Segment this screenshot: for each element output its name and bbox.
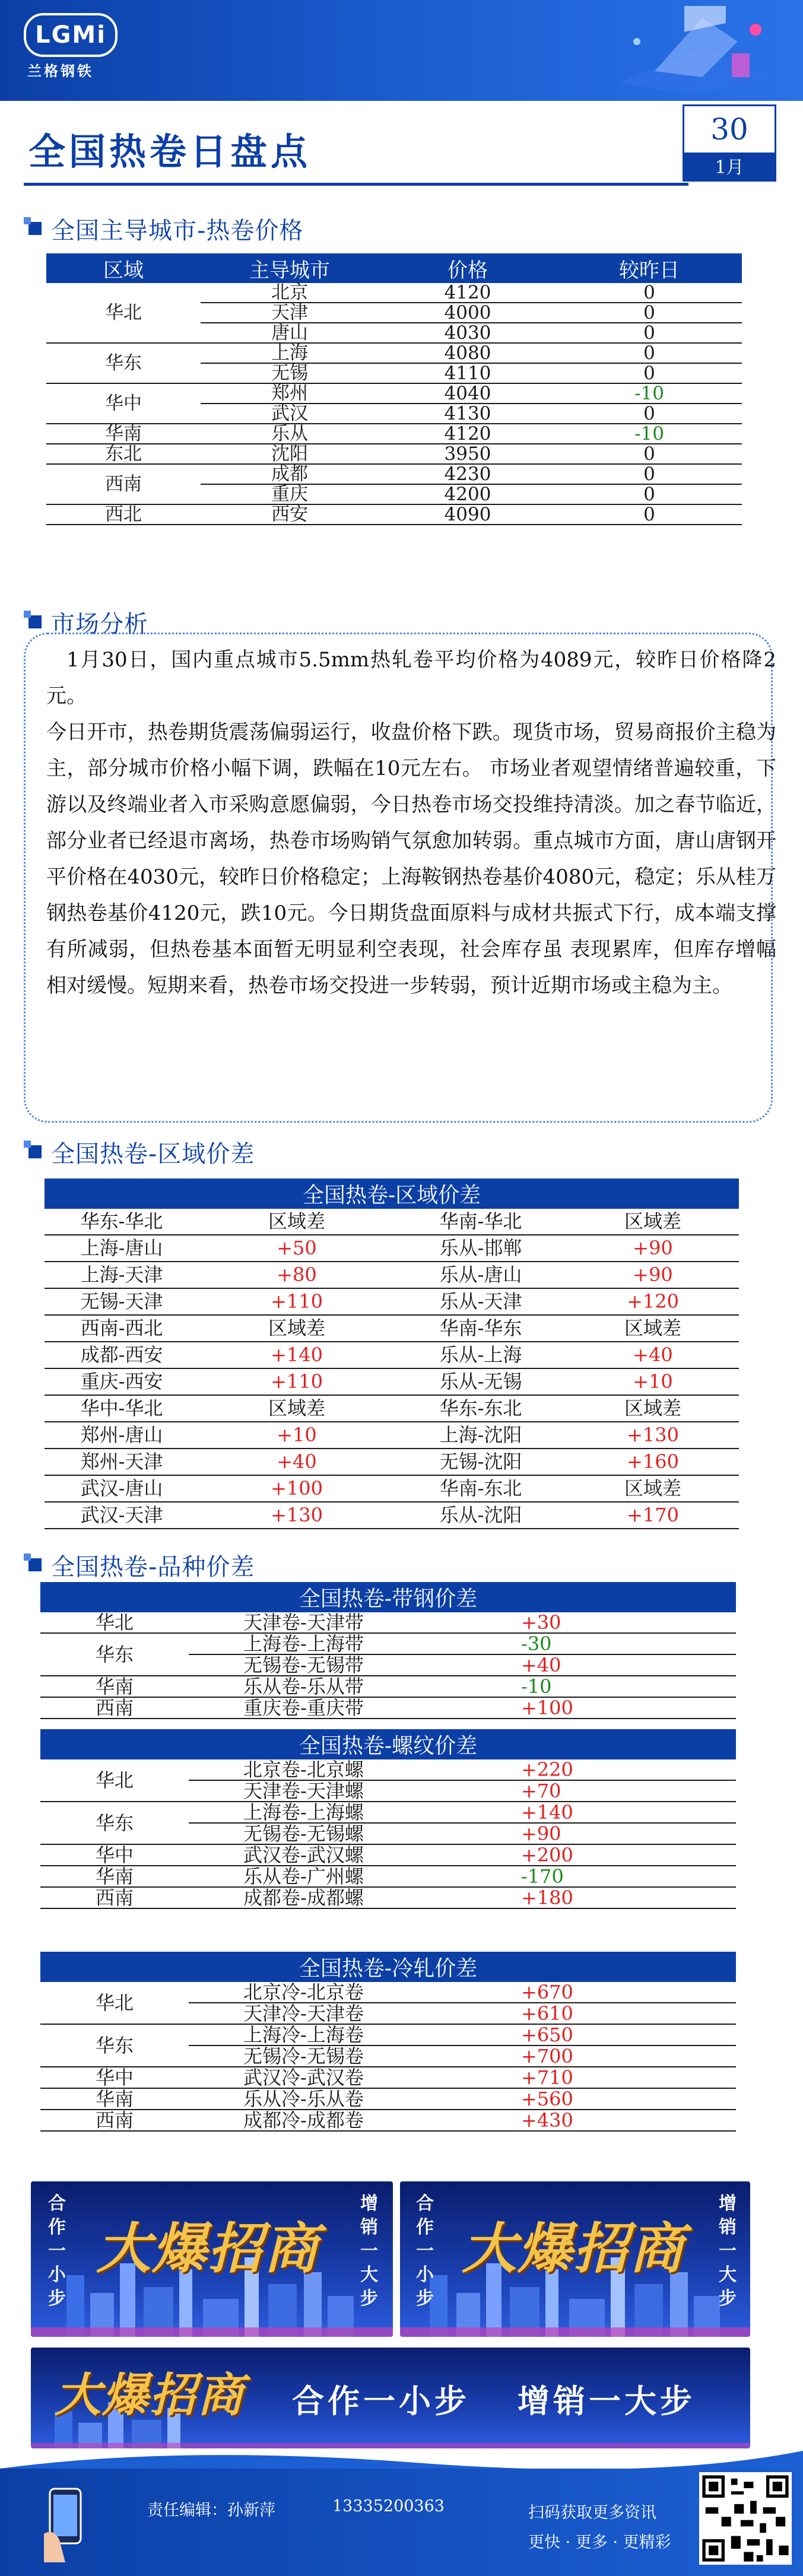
region-cell: 华中 bbox=[46, 383, 201, 424]
spread-cell: +700 bbox=[485, 2045, 736, 2067]
pair-cell: 华东-华北 bbox=[45, 1209, 199, 1235]
pair-cell: 西南-西北 bbox=[45, 1315, 199, 1342]
pair-cell: 成都冷-成都卷 bbox=[189, 2110, 485, 2131]
city-cell: 沈阳 bbox=[201, 444, 379, 464]
table-title: 全国热卷-螺纹价差 bbox=[40, 1729, 736, 1759]
tech-illustration bbox=[583, 6, 779, 95]
spread-cell: +100 bbox=[199, 1475, 395, 1502]
spread-cell: 区域差 bbox=[199, 1395, 395, 1422]
pair-cell: 武汉冷-武汉卷 bbox=[189, 2067, 485, 2088]
table-row bbox=[40, 1866, 736, 1887]
city-cell: 西安 bbox=[201, 504, 379, 525]
variety-table bbox=[40, 1582, 736, 1719]
spread-cell: +40 bbox=[199, 1449, 395, 1475]
spread-cell: +130 bbox=[567, 1422, 739, 1449]
region-cell: 华南 bbox=[40, 1866, 189, 1887]
pair-cell: 乐从-唐山 bbox=[395, 1262, 567, 1288]
change-cell: 0 bbox=[557, 343, 742, 363]
banner-headline: 大爆招商 bbox=[55, 2368, 245, 2422]
banner-slogan-left: 合作一小步 bbox=[292, 2383, 470, 2420]
city-cell: 武汉 bbox=[201, 404, 379, 424]
region-cell: 华东 bbox=[40, 1802, 189, 1844]
change-cell: -10 bbox=[557, 424, 742, 444]
spread-cell: +180 bbox=[485, 1887, 736, 1908]
change-cell: 0 bbox=[557, 283, 742, 303]
spread-cell: +30 bbox=[485, 1612, 736, 1633]
spread-cell: +110 bbox=[199, 1288, 395, 1315]
pair-cell: 成都-西安 bbox=[45, 1342, 199, 1368]
price-cell: 4110 bbox=[379, 363, 557, 383]
price-cell: 4120 bbox=[379, 283, 557, 303]
column-header: 较昨日 bbox=[557, 253, 742, 283]
price-cell: 4130 bbox=[379, 404, 557, 424]
spread-cell: +560 bbox=[485, 2088, 736, 2110]
region-cell: 华南 bbox=[46, 424, 201, 444]
date-day: 30 bbox=[683, 104, 776, 154]
brand-name: 兰格钢铁 bbox=[27, 62, 94, 80]
spread-cell: +110 bbox=[199, 1368, 395, 1395]
region-section-heading bbox=[28, 1137, 255, 1167]
pair-cell: 无锡-天津 bbox=[45, 1288, 199, 1315]
pair-cell: 上海冷-上海卷 bbox=[189, 2024, 485, 2045]
region-cell: 华北 bbox=[40, 1612, 189, 1633]
section-square-icon bbox=[28, 1145, 42, 1158]
table-header-row bbox=[46, 253, 742, 283]
banner-side-text-right: 增 销 一 大 步 bbox=[719, 2193, 737, 2309]
pair-cell: 重庆卷-重庆带 bbox=[189, 1697, 485, 1719]
section-title: 全国热卷-区域价差 bbox=[51, 1140, 255, 1168]
price-cell: 4230 bbox=[379, 464, 557, 484]
scan-hint: 扫码获取更多资讯 bbox=[528, 2504, 656, 2522]
section-title: 全国主导城市-热卷价格 bbox=[51, 217, 304, 244]
pair-cell: 乐从-无锡 bbox=[395, 1368, 567, 1395]
phone-hand-icon bbox=[42, 2486, 89, 2564]
city-cell: 重庆 bbox=[201, 484, 379, 504]
spread-cell: +90 bbox=[485, 1823, 736, 1844]
city-cell: 唐山 bbox=[201, 323, 379, 343]
region-cell: 华北 bbox=[46, 283, 201, 343]
city-cell: 天津 bbox=[201, 303, 379, 323]
pair-cell: 天津卷-天津螺 bbox=[189, 1780, 485, 1802]
analysis-paragraph: 1月30日，国内重点城市5.5mm热轧卷平均价格为4089元，较昨日价格降2元。 bbox=[46, 648, 776, 708]
spread-cell: +650 bbox=[485, 2024, 736, 2045]
price-section-heading bbox=[28, 214, 303, 243]
pair-cell: 上海-沈阳 bbox=[395, 1422, 567, 1449]
logo-mark: LGMi bbox=[24, 13, 118, 57]
price-cell: 4000 bbox=[379, 303, 557, 323]
qr-code[interactable] bbox=[699, 2472, 792, 2565]
change-cell: 0 bbox=[557, 323, 742, 343]
table-row bbox=[40, 1982, 736, 2003]
table-row bbox=[40, 2088, 736, 2110]
city-cell: 上海 bbox=[201, 343, 379, 363]
price-cell: 4030 bbox=[379, 323, 557, 343]
table-title: 全国热卷-冷轧价差 bbox=[40, 1952, 736, 1982]
table-row bbox=[46, 444, 742, 464]
pair-cell: 武汉-天津 bbox=[45, 1502, 199, 1529]
spread-cell: +80 bbox=[199, 1262, 395, 1288]
editor-credit: 责任编辑：孙新萍 bbox=[147, 2501, 275, 2520]
table-row bbox=[40, 1612, 736, 1633]
banner-headline: 大爆招商 bbox=[462, 2216, 685, 2280]
banner-side-text-left: 合 作 一 小 步 bbox=[48, 2193, 66, 2309]
table-row bbox=[45, 1449, 739, 1475]
table-header-row bbox=[40, 1582, 736, 1612]
column-header: 区域 bbox=[46, 253, 201, 283]
price-cell: 4080 bbox=[379, 343, 557, 363]
variety-table bbox=[40, 1729, 736, 1909]
pair-cell: 上海卷-上海带 bbox=[189, 1633, 485, 1654]
pair-cell: 华南-东北 bbox=[395, 1475, 567, 1502]
change-cell: 0 bbox=[557, 404, 742, 424]
region-cell: 华中 bbox=[40, 2067, 189, 2088]
region-cell: 西南 bbox=[40, 2110, 189, 2131]
table-row bbox=[40, 2110, 736, 2131]
spread-cell: +220 bbox=[485, 1759, 736, 1780]
section-title: 全国热卷-品种价差 bbox=[51, 1553, 255, 1581]
section-title: 市场分析 bbox=[51, 610, 148, 638]
spread-cell: +70 bbox=[485, 1780, 736, 1802]
table-row bbox=[45, 1502, 739, 1529]
banner-side-text-left: 合 作 一 小 步 bbox=[416, 2193, 434, 2309]
spread-cell: +130 bbox=[199, 1502, 395, 1529]
city-cell: 成都 bbox=[201, 464, 379, 484]
city-cell: 北京 bbox=[201, 283, 379, 303]
city-cell: 郑州 bbox=[201, 383, 379, 404]
pair-cell: 华南-华北 bbox=[395, 1209, 567, 1235]
region-cell: 西南 bbox=[40, 1887, 189, 1908]
region-cell: 华南 bbox=[40, 1676, 189, 1697]
pair-cell: 重庆-西安 bbox=[45, 1368, 199, 1395]
table-title: 全国热卷-区域价差 bbox=[45, 1179, 739, 1209]
spread-cell: 区域差 bbox=[567, 1315, 739, 1342]
table-row bbox=[46, 464, 742, 484]
region-cell: 华北 bbox=[40, 1759, 189, 1802]
region-cell: 华东 bbox=[40, 2024, 189, 2067]
pair-cell: 天津冷-天津卷 bbox=[189, 2003, 485, 2024]
table-row bbox=[40, 2067, 736, 2088]
spread-cell: +120 bbox=[567, 1288, 739, 1315]
spread-cell: +40 bbox=[567, 1342, 739, 1368]
table-row bbox=[45, 1288, 739, 1315]
region-cell: 华东 bbox=[46, 343, 201, 383]
column-header: 主导城市 bbox=[201, 253, 379, 283]
pair-cell: 华南-华东 bbox=[395, 1315, 567, 1342]
region-cell: 华东 bbox=[40, 1633, 189, 1676]
region-cell: 西南 bbox=[46, 464, 201, 504]
price-cell: 4120 bbox=[379, 424, 557, 444]
section-square-icon bbox=[28, 222, 42, 235]
change-cell: 0 bbox=[557, 464, 742, 484]
pair-cell: 乐从-邯郸 bbox=[395, 1235, 567, 1262]
spread-cell: +10 bbox=[199, 1422, 395, 1449]
pair-cell: 华东-东北 bbox=[395, 1395, 567, 1422]
table-row bbox=[40, 1633, 736, 1654]
change-cell: 0 bbox=[557, 484, 742, 504]
region-cell: 东北 bbox=[46, 444, 201, 464]
spread-cell: +90 bbox=[567, 1262, 739, 1288]
table-row bbox=[45, 1475, 739, 1502]
pair-cell: 乐从-沈阳 bbox=[395, 1502, 567, 1529]
spread-cell: +40 bbox=[485, 1654, 736, 1676]
table-row bbox=[40, 2024, 736, 2045]
spread-cell: +140 bbox=[485, 1802, 736, 1823]
table-row bbox=[46, 424, 742, 444]
pair-cell: 武汉卷-武汉螺 bbox=[189, 1844, 485, 1866]
table-title: 全国热卷-带钢价差 bbox=[40, 1582, 736, 1612]
region-cell: 华北 bbox=[40, 1982, 189, 2024]
spread-cell: +430 bbox=[485, 2110, 736, 2131]
spread-cell: +100 bbox=[485, 1697, 736, 1719]
pair-cell: 乐从-天津 bbox=[395, 1288, 567, 1315]
spread-cell: +200 bbox=[485, 1844, 736, 1866]
variety-table bbox=[40, 1952, 736, 2132]
footer-slogan: 更快 · 更多 · 更精彩 bbox=[528, 2533, 671, 2552]
table-row bbox=[40, 1697, 736, 1719]
date-month: 1月 bbox=[683, 154, 776, 182]
table-header-row bbox=[40, 1952, 736, 1982]
title-underline bbox=[24, 183, 688, 186]
date-badge bbox=[683, 104, 775, 183]
pair-cell: 华中-华北 bbox=[45, 1395, 199, 1422]
table-row bbox=[45, 1395, 739, 1422]
table-row bbox=[45, 1422, 739, 1449]
spread-cell: +50 bbox=[199, 1235, 395, 1262]
pair-cell: 郑州-唐山 bbox=[45, 1422, 199, 1449]
table-row bbox=[40, 1887, 736, 1908]
change-cell: -10 bbox=[557, 383, 742, 404]
table-row bbox=[45, 1235, 739, 1262]
region-spread-table bbox=[45, 1179, 739, 1529]
price-cell: 4040 bbox=[379, 383, 557, 404]
banner-side-text-right: 增 销 一 大 步 bbox=[360, 2193, 378, 2309]
spread-cell: +670 bbox=[485, 1982, 736, 2003]
change-cell: 0 bbox=[557, 363, 742, 383]
table-row bbox=[40, 1844, 736, 1866]
promo-banner-right[interactable] bbox=[400, 2181, 750, 2337]
region-cell: 华南 bbox=[40, 2088, 189, 2110]
table-row bbox=[46, 383, 742, 404]
pair-cell: 无锡卷-无锡带 bbox=[189, 1654, 485, 1676]
promo-banner-wide[interactable] bbox=[31, 2348, 750, 2448]
pair-cell: 上海-天津 bbox=[45, 1262, 199, 1288]
banner-headline: 大爆招商 bbox=[96, 2216, 320, 2280]
spread-cell: 区域差 bbox=[199, 1209, 395, 1235]
spread-cell: 区域差 bbox=[567, 1475, 739, 1502]
city-cell: 乐从 bbox=[201, 424, 379, 444]
table-row bbox=[40, 1802, 736, 1823]
pair-cell: 北京冷-北京卷 bbox=[189, 1982, 485, 2003]
table-row bbox=[40, 1759, 736, 1780]
price-table bbox=[46, 253, 742, 525]
pair-cell: 上海-唐山 bbox=[45, 1235, 199, 1262]
spread-cell: +610 bbox=[485, 2003, 736, 2024]
spread-cell: -170 bbox=[485, 1866, 736, 1887]
table-row bbox=[45, 1368, 739, 1395]
price-cell: 4090 bbox=[379, 504, 557, 525]
pair-cell: 无锡-沈阳 bbox=[395, 1449, 567, 1475]
change-cell: 0 bbox=[557, 303, 742, 323]
table-row bbox=[45, 1315, 739, 1342]
region-cell: 西南 bbox=[40, 1697, 189, 1719]
pair-cell: 乐从卷-广州螺 bbox=[189, 1866, 485, 1887]
pair-cell: 无锡卷-无锡螺 bbox=[189, 1823, 485, 1844]
pair-cell: 天津卷-天津带 bbox=[189, 1612, 485, 1633]
spread-cell: +90 bbox=[567, 1235, 739, 1262]
spread-cell: +10 bbox=[567, 1368, 739, 1395]
table-row bbox=[45, 1262, 739, 1288]
region-cell: 华中 bbox=[40, 1844, 189, 1866]
analysis-paragraph: 今日开市，热卷期货震荡偏弱运行，收盘价格下跌。现货市场，贸易商报价主稳为主，部分城市价格小幅下调，跌幅在10元左右。 市场业者观望情绪普遍较重，下游以及终端业者入市采购意愿偏弱，今日热卷市场交投维持清淡。加之春节临近，部分业者已经退市离场，热卷市场购销气氛愈加转弱。重点城市方面，唐山唐钢开平价格在4030元，较昨日价格稳定；上海鞍钢热卷基价4080元，稳定；乐从桂万钢热卷基价4120元，跌10元。今日期货盘面原料与成材共振式下行，成本端支撑有所减弱，但热卷基本面暂无明显利空表现，社会库存虽 表现累库，但库存增幅相对缓慢。短期来看，热卷市场交投进一步转弱，预计近期市场或主稳为主。 bbox=[46, 720, 776, 998]
spread-cell: +140 bbox=[199, 1342, 395, 1368]
pair-cell: 武汉-唐山 bbox=[45, 1475, 199, 1502]
variety-section-heading bbox=[28, 1550, 255, 1580]
spread-cell: 区域差 bbox=[567, 1395, 739, 1422]
analysis-body bbox=[46, 642, 776, 1004]
table-row bbox=[46, 283, 742, 303]
promo-banner-left[interactable] bbox=[31, 2181, 393, 2337]
table-row bbox=[45, 1209, 739, 1235]
pair-cell: 郑州-天津 bbox=[45, 1449, 199, 1475]
spread-cell: +160 bbox=[567, 1449, 739, 1475]
footer-band bbox=[0, 2469, 803, 2576]
change-cell: 0 bbox=[557, 504, 742, 525]
section-square-icon bbox=[28, 1558, 42, 1571]
section-square-icon bbox=[28, 615, 42, 628]
table-row bbox=[46, 504, 742, 525]
banner-slogan-right: 增销一大步 bbox=[518, 2383, 696, 2420]
spread-cell: +710 bbox=[485, 2067, 736, 2088]
table-row bbox=[46, 343, 742, 363]
spread-cell: -30 bbox=[485, 1633, 736, 1654]
region-cell: 西北 bbox=[46, 504, 201, 525]
editor-phone: 13335200363 bbox=[332, 2497, 445, 2515]
city-cell: 无锡 bbox=[201, 363, 379, 383]
spread-cell: 区域差 bbox=[199, 1315, 395, 1342]
price-cell: 4200 bbox=[379, 484, 557, 504]
pair-cell: 北京卷-北京螺 bbox=[189, 1759, 485, 1780]
price-cell: 3950 bbox=[379, 444, 557, 464]
table-header-row bbox=[40, 1729, 736, 1759]
pair-cell: 乐从卷-乐从带 bbox=[189, 1676, 485, 1697]
spread-cell: +170 bbox=[567, 1502, 739, 1529]
table-row bbox=[45, 1342, 739, 1368]
spread-cell: 区域差 bbox=[567, 1209, 739, 1235]
pair-cell: 上海卷-上海螺 bbox=[189, 1802, 485, 1823]
table-row bbox=[40, 1676, 736, 1697]
spread-cell: -10 bbox=[485, 1676, 736, 1697]
pair-cell: 乐从冷-乐从卷 bbox=[189, 2088, 485, 2110]
pair-cell: 成都卷-成都螺 bbox=[189, 1887, 485, 1908]
brand-logo bbox=[24, 13, 137, 78]
pair-cell: 乐从-上海 bbox=[395, 1342, 567, 1368]
pair-cell: 无锡冷-无锡卷 bbox=[189, 2045, 485, 2067]
column-header: 价格 bbox=[379, 253, 557, 283]
page-title: 全国热卷日盘点 bbox=[28, 130, 312, 173]
change-cell: 0 bbox=[557, 444, 742, 464]
